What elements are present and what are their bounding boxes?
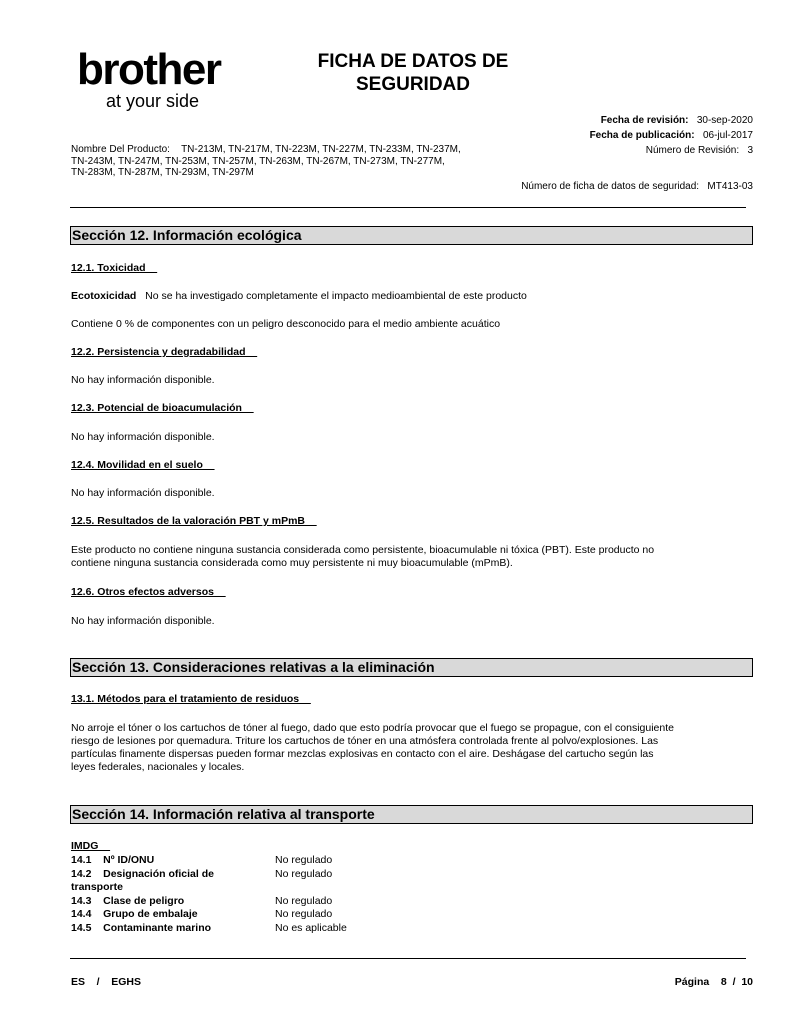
brother-logo: brother	[77, 45, 221, 94]
subsection-12-3-text: No hay información disponible.	[71, 431, 215, 443]
product-name-block	[71, 144, 491, 179]
product-label: Nombre Del Producto:	[71, 144, 170, 155]
footer-page-number: Página 8 / 10	[674, 976, 753, 988]
subsection-13-1-text	[71, 722, 761, 774]
title-line-2: SEGURIDAD	[355, 74, 470, 95]
transport-row-label: transporte	[71, 881, 123, 893]
revision-date-value: 30-sep-2020	[696, 115, 753, 126]
document-title	[300, 50, 526, 96]
product-line-1: TN-213M, TN-217M, TN-223M, TN-227M, TN-233M, TN-237M,	[181, 144, 461, 155]
unknown-hazard-text: Contiene 0 % de componentes con un peligro desconocido para el medio ambiente acuático	[71, 318, 501, 330]
transport-row-value: No regulado	[275, 908, 333, 920]
sds-number-label: Número de ficha de datos de seguridad:	[521, 181, 700, 192]
sds-number-row	[521, 181, 753, 193]
section-13-header: Sección 13. Consideraciones relativas a la eliminación	[70, 658, 753, 677]
disposal-text-line-2: riesgo de lesiones por quemadura. Triture los cartuchos de tóner en una atmósfera controlada frente al polvo/explosiones. Las	[71, 735, 659, 747]
transport-row-value: No regulado	[275, 854, 333, 866]
publication-date-label: Fecha de publicación:	[589, 130, 695, 141]
disposal-text-line-1: No arroje el tóner o los cartuchos de tóner al fuego, dado que esto podría provocar que el fuego se propague, con el consiguiente	[71, 722, 674, 734]
pbt-text-line-1: Este producto no contiene ninguna sustancia considerada como persistente, bioacumulable ni tóxica (PBT). Este producto no	[71, 544, 655, 556]
subsection-12-4-title: 12.4. Movilidad en el suelo	[71, 459, 215, 471]
subsection-12-6-text: No hay información disponible.	[71, 615, 215, 627]
revision-number-label: Número de Revisión:	[645, 145, 740, 156]
transport-row-label: 14.3 Clase de peligro	[71, 895, 185, 907]
subsection-12-5-title: 12.5. Resultados de la valoración PBT y mPmB	[71, 515, 317, 527]
footer-language: ES / EGHS	[71, 976, 142, 988]
title-line-1: FICHA DE DATOS DE	[317, 51, 509, 72]
footer-divider	[70, 958, 746, 959]
disposal-text-line-4: leyes federales, nacionales y locales.	[71, 761, 245, 773]
revision-date-row	[601, 115, 753, 127]
section-14-header: Sección 14. Información relativa al transporte	[70, 805, 753, 824]
transport-row-label: 14.2 Designación oficial de	[71, 868, 214, 880]
pbt-text-line-2: contiene ninguna sustancia considerada como muy persistente ni muy bioacumulable (mPmB).	[71, 557, 513, 569]
subsection-12-2-text: No hay información disponible.	[71, 374, 215, 386]
product-line-3: TN-283M, TN-287M, TN-293M, TN-297M	[71, 167, 254, 178]
logo-tagline: at your side	[106, 91, 200, 111]
imdg-title: IMDG	[71, 840, 111, 852]
disposal-text-line-3: partículas finamente dispersas pueden formar mezclas explosivas en contacto con el aire. Deshágase del cartucho según las	[71, 748, 654, 760]
transport-row-label: 14.5 Contaminante marino	[71, 922, 212, 934]
sds-number-value: MT413-03	[707, 181, 753, 192]
transport-row-value: No es aplicable	[275, 922, 347, 934]
header-divider	[70, 207, 746, 208]
ecotoxicity-text: No se ha investigado completamente el impacto medioambiental de este producto	[145, 290, 527, 302]
ecotoxicity-label: Ecotoxicidad	[71, 290, 137, 302]
transport-row-label: 14.4 Grupo de embalaje	[71, 908, 198, 920]
subsection-12-3-title: 12.3. Potencial de bioacumulación	[71, 402, 254, 414]
subsection-12-6-title: 12.6. Otros efectos adversos	[71, 586, 226, 598]
section-12-header: Sección 12. Información ecológica	[70, 226, 753, 245]
product-line-2: TN-243M, TN-247M, TN-253M, TN-257M, TN-263M, TN-267M, TN-273M, TN-277M,	[71, 155, 445, 167]
transport-row-value: No regulado	[275, 895, 333, 907]
publication-date-row	[590, 130, 753, 142]
revision-number-value: 3	[747, 145, 753, 156]
revision-date-label: Fecha de revisión:	[600, 115, 689, 126]
transport-row-label: 14.1 Nº ID/ONU	[71, 854, 155, 866]
subsection-12-4-text: No hay información disponible.	[71, 487, 215, 499]
ecotoxicity-line	[71, 290, 761, 303]
subsection-12-1-title: 12.1. Toxicidad	[71, 262, 158, 274]
subsection-12-2-title: 12.2. Persistencia y degradabilidad	[71, 346, 258, 358]
subsection-13-1-title: 13.1. Métodos para el tratamiento de residuos	[71, 693, 311, 705]
subsection-12-5-text	[71, 544, 761, 570]
transport-row-value: No regulado	[275, 868, 333, 880]
revision-number-row	[646, 145, 753, 157]
publication-date-value: 06-jul-2017	[702, 130, 753, 141]
